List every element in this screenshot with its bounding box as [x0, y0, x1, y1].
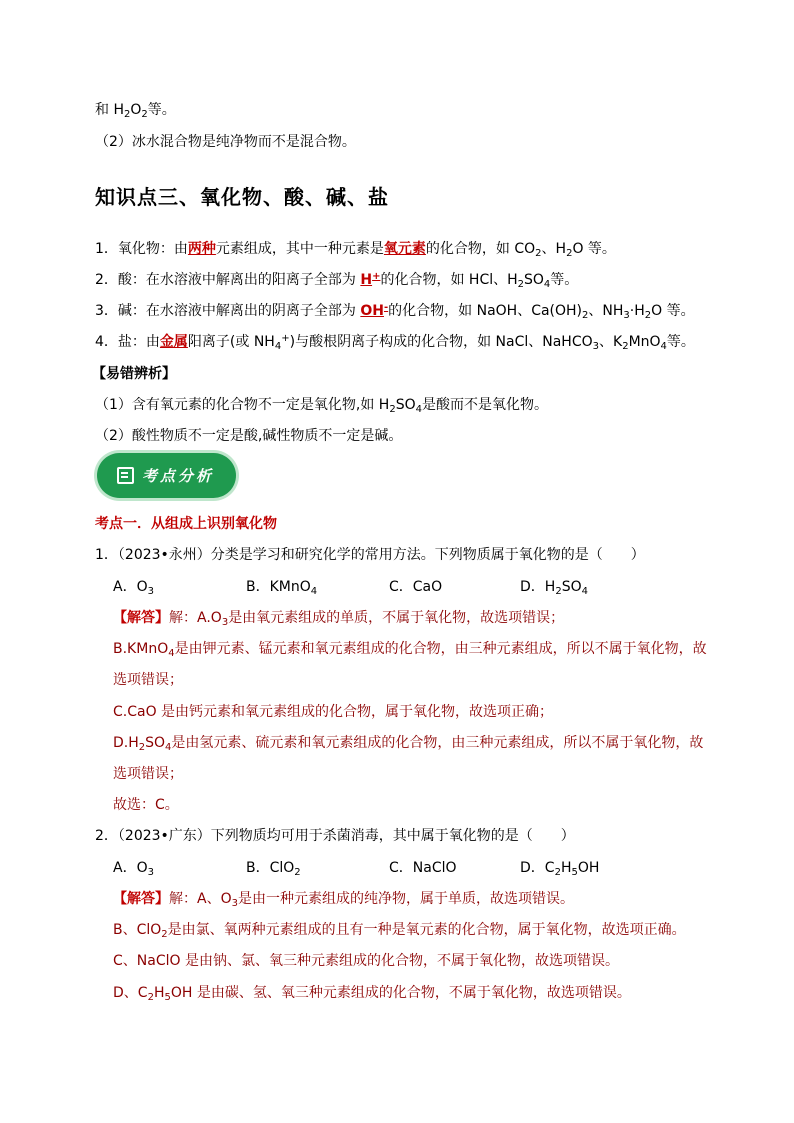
pitfall-line-2: （2）酸性物质不一定是酸,碱性物质不一定是碱。 [95, 428, 403, 444]
question-1-stem: 1．（2023•永州）分类是学习和研究化学的常用方法。下列物质属于氧化物的是（ ） [95, 547, 645, 563]
question-2-stem: 2．（2023•广东）下列物质均可用于杀菌消毒，其中属于氧化物的是（ ） [95, 828, 575, 844]
option-b: B．KMnO$_4$ [246, 579, 318, 597]
option-d: D．$H_2SO_4$ [520, 579, 588, 597]
section-title: 知识点三、氧化物、酸、碱、盐 [95, 185, 389, 209]
intro-line-1: 和 $H_2O_2$等。 [95, 102, 176, 120]
q1-answer-d: $D.H_2SO_4$是由氢元素、硫元素和氧元素组成的化合物，由三种元素组成，所以不属于氧化物，故 [113, 735, 704, 753]
option-c: C．NaClO [389, 860, 457, 876]
option-d: D．$C_2H_5OH$ [520, 860, 600, 878]
q1-answer-d-cont: 选项错误； [113, 766, 183, 782]
exam-analysis-badge [97, 453, 236, 498]
point-base: 3．碱：在水溶液中解离出的阴离子全部为 OH-的化合物，如 NaOH、$Ca(OH)_2$、$NH_3\cdot H_2O$ 等。 [95, 302, 695, 321]
option-a: A．$O_3$ [113, 579, 154, 597]
pitfall-title: 【易错辨析】 [92, 366, 176, 382]
q2-answer-d: D、$C_2H_5OH$ 是由碳、氢、氧三种元素组成的化合物，不属于氧化物，故选项错误。 [113, 985, 631, 1003]
intro-line-2: （2）冰水混合物是纯净物而不是混合物。 [95, 134, 356, 150]
q1-answer-a: 【解答】解：$A.O_3$是由氧元素组成的单质，不属于氧化物，故选项错误； [113, 610, 565, 628]
option-a: A．$O_3$ [113, 860, 154, 878]
q2-answer-a: 【解答】解：A、$O_3$是由一种元素组成的纯净物，属于单质，故选项错误。 [113, 891, 574, 909]
q1-choice: 故选：C。 [113, 797, 179, 813]
option-b: B．ClO$_2$ [246, 860, 301, 878]
exam-point-title: 考点一．从组成上识别氧化物 [95, 516, 277, 532]
q2-answer-c: C、NaClO 是由钠、氯、氧三种元素组成的化合物，不属于氧化物，故选项错误。 [113, 953, 619, 969]
point-salt: 4．盐：由金属阳离子(或 $NH_4^+$)与酸根阴离子构成的化合物，如 NaCl、NaHCO$_3$、$K_2MnO_4$等。 [95, 333, 695, 352]
pitfall-line-1: （1）含有氧元素的化合物不一定是氧化物,如 $H_2SO_4$是酸而不是氧化物。 [95, 397, 548, 415]
q2-answer-b: B、ClO$_2$是由氯、氧两种元素组成的且有一种是氧元素的化合物，属于氧化物，故选项正确。 [113, 922, 686, 940]
document-icon [117, 467, 134, 484]
point-acid: 2．酸：在水溶液中解离出的阳离子全部为 H+的化合物，如 HCl、$H_2SO_4$等。 [95, 271, 579, 290]
q1-answer-b: B.KMnO$_4$是由钾元素、锰元素和氧元素组成的化合物，由三种元素组成，所以不属于氧化物，故 [113, 641, 707, 659]
point-oxide: 1．氧化物：由两种元素组成，其中一种元素是氧元素的化合物，如 $CO_2$、$H_2O$ 等。 [95, 241, 616, 259]
q1-answer-b-cont: 选项错误； [113, 672, 183, 688]
option-c: C．CaO [389, 579, 443, 595]
q1-answer-c: C.CaO 是由钙元素和氧元素组成的化合物，属于氧化物，故选项正确； [113, 704, 554, 720]
badge-label: 考点分析 [142, 467, 215, 485]
